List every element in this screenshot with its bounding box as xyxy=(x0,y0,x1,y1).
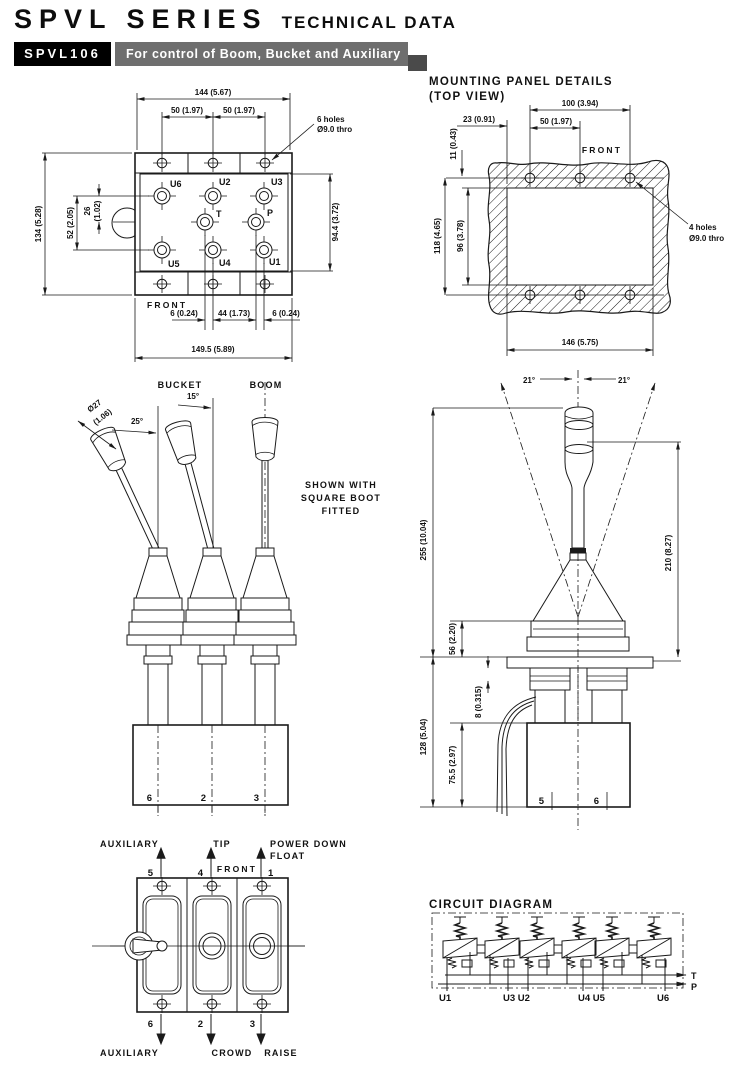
dim-label: 26 xyxy=(83,206,92,216)
dim-label: 56 (2.20) xyxy=(448,622,457,656)
dim-label: (1.06) xyxy=(91,407,114,428)
t-label: T xyxy=(691,971,697,981)
angle-label: 21° xyxy=(617,376,631,385)
dim-label: 210 (8.27) xyxy=(664,534,673,572)
spool-number: 6 xyxy=(593,796,599,807)
holes-note: 4 holes xyxy=(689,223,717,232)
function-label: CROWD xyxy=(211,1048,253,1058)
valve-symbols xyxy=(443,917,671,968)
bucket-lever xyxy=(164,419,224,555)
page-subtitle: TECHNICAL DATA xyxy=(281,13,457,32)
dim-label: 100 (3.94) xyxy=(561,99,599,108)
front-label: FRONT xyxy=(147,300,188,310)
dim-label: 96 (3.78) xyxy=(456,219,465,253)
spool-number: 3 xyxy=(253,793,259,804)
port-label: U2 xyxy=(219,177,231,187)
dim-label: 50 (1.97) xyxy=(170,106,204,115)
valve-top-view xyxy=(34,88,352,362)
dim-label: (1.02) xyxy=(93,200,102,222)
p-label: P xyxy=(691,982,698,992)
holes-note: Ø9.0 thro xyxy=(317,125,353,134)
circuit-port-label: U6 xyxy=(657,993,670,1004)
dim-label: 52 (2.05) xyxy=(66,206,75,240)
note-text: FITTED xyxy=(321,506,361,516)
section-subtitle: (TOP VIEW) xyxy=(429,91,506,103)
dim-label: 50 (1.97) xyxy=(539,117,573,126)
dim-label: 11 (0.43) xyxy=(449,128,458,160)
spool-number: 5 xyxy=(147,868,153,879)
spool-number: 6 xyxy=(146,793,152,804)
spool-number: 2 xyxy=(197,1019,203,1030)
port-label: U6 xyxy=(170,179,182,189)
function-label: AUXILIARY xyxy=(100,1048,159,1058)
port-label: P xyxy=(267,208,274,218)
dim-label: 118 (4.65) xyxy=(433,217,442,255)
angle-label: 21° xyxy=(522,376,536,385)
boom-label: BOOM xyxy=(249,380,283,390)
functions-top-view xyxy=(92,839,347,1058)
circuit-border xyxy=(432,913,683,988)
port-label: U4 xyxy=(219,258,231,268)
dim-label: Ø27 xyxy=(85,397,104,415)
holes-note: 6 holes xyxy=(317,115,345,124)
panel-cutout xyxy=(507,188,653,285)
holes-note: Ø9.0 thro xyxy=(689,234,725,243)
circuit-diagram xyxy=(429,899,697,1004)
spool-number: 5 xyxy=(538,796,544,807)
note-text: SHOWN WITH xyxy=(305,480,377,490)
spool-number: 3 xyxy=(249,1019,255,1030)
spool-number: 6 xyxy=(147,1019,153,1030)
dim-label: 144 (5.67) xyxy=(194,88,232,97)
lever-travel-view xyxy=(419,370,681,830)
series-title: SPVL SERIES xyxy=(14,4,268,34)
front-label: FRONT xyxy=(581,145,623,155)
model-badge: SPVL106 xyxy=(14,42,111,66)
dim-label: 146 (5.75) xyxy=(561,338,599,347)
circuit-port-label: U4 U5 xyxy=(578,993,605,1004)
dim-label: 6 (0.24) xyxy=(272,309,300,318)
function-label: POWER DOWN xyxy=(270,839,347,849)
dim-label: 23 (0.91) xyxy=(462,115,496,124)
angle-label: 15° xyxy=(186,392,200,401)
spool-number: 1 xyxy=(268,868,274,879)
levers-side-view xyxy=(78,380,381,816)
port-label: U1 xyxy=(269,257,281,267)
function-label: FLOAT xyxy=(270,851,306,861)
circuit-port-label: U1 xyxy=(439,993,452,1004)
dim-label: 149.5 (5.89) xyxy=(191,345,235,354)
spool-number: 4 xyxy=(197,868,203,879)
dim-label: 134 (5.28) xyxy=(34,205,43,243)
section-title: CIRCUIT DIAGRAM xyxy=(429,899,554,911)
front-label: FRONT xyxy=(216,864,258,874)
dim-label: 50 (1.97) xyxy=(222,106,256,115)
dim-label: 255 (10.04) xyxy=(419,519,428,561)
dim-label: 8 (0.315) xyxy=(474,685,483,719)
dim-label: 128 (5.04) xyxy=(419,718,428,756)
boot xyxy=(127,548,189,725)
boot xyxy=(234,548,296,725)
function-label: TIP xyxy=(213,839,231,849)
circuit-port-label: U3 U2 xyxy=(503,993,530,1004)
auxiliary-lever xyxy=(89,425,169,557)
model-description-badge: For control of Boom, Bucket and Auxiliary xyxy=(115,42,408,66)
port-label: U3 xyxy=(271,177,283,187)
note-text: SQUARE BOOT xyxy=(300,493,382,503)
port-label: T xyxy=(216,209,222,219)
function-label: AUXILIARY xyxy=(100,839,159,849)
spool-number: 2 xyxy=(200,793,206,804)
port-label: U5 xyxy=(168,259,180,269)
dim-label: 44 (1.73) xyxy=(217,309,251,318)
bucket-label: BUCKET xyxy=(157,380,203,390)
dim-label: 75.5 (2.97) xyxy=(448,745,457,785)
dim-label: 94.4 (3.72) xyxy=(331,202,340,242)
angle-label: 25° xyxy=(130,417,144,426)
function-label: RAISE xyxy=(264,1048,298,1058)
mounting-panel-view xyxy=(429,76,724,356)
valve-body-side xyxy=(527,723,630,807)
mounting-plate xyxy=(507,657,653,668)
dim-label: 6 (0.24) xyxy=(170,309,198,318)
section-title: MOUNTING PANEL DETAILS xyxy=(429,76,613,88)
